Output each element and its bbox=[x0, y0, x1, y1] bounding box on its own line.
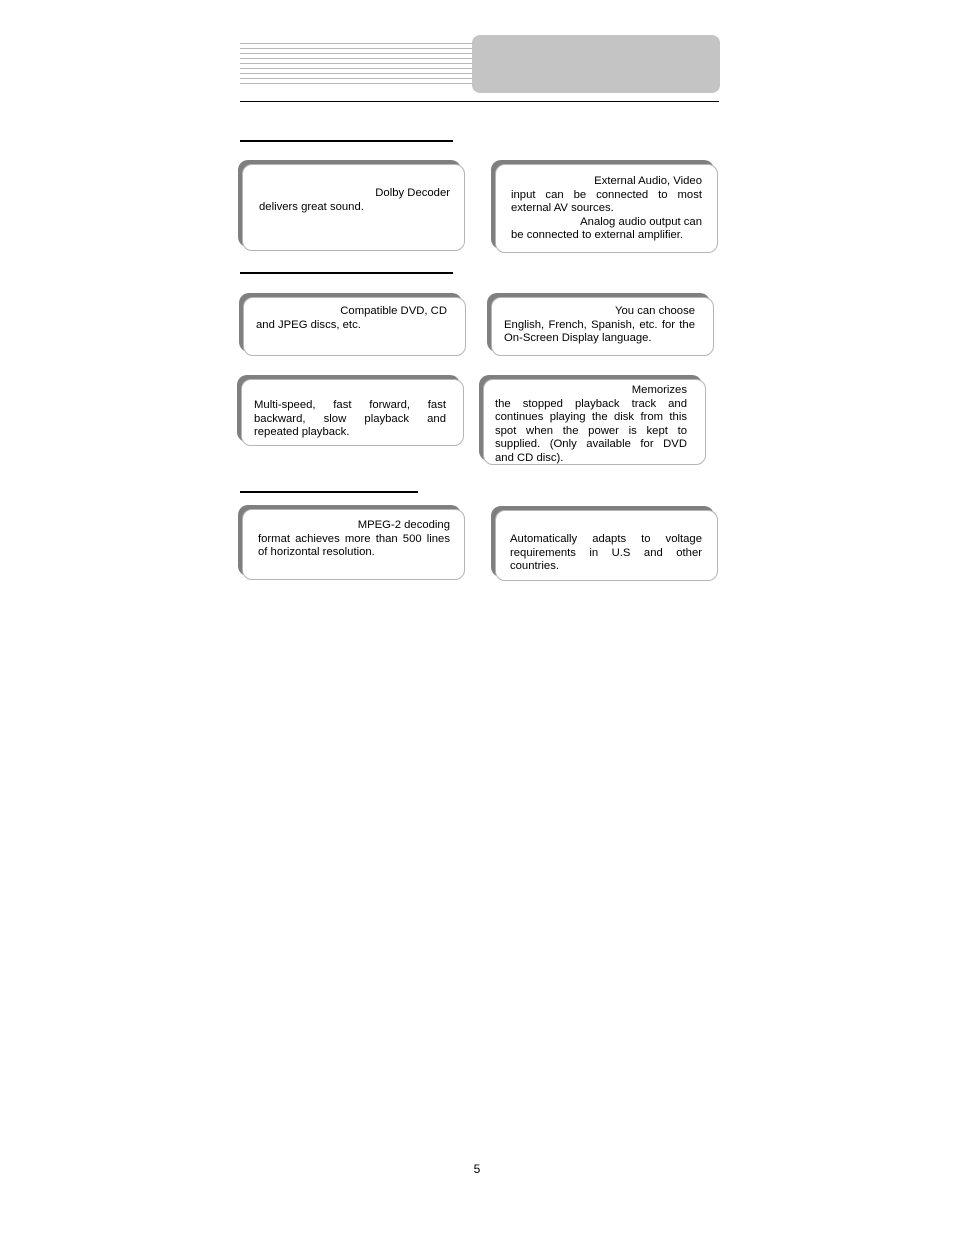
feature-box-multispeed bbox=[241, 379, 464, 446]
feature-box-memory bbox=[483, 379, 706, 465]
memory-text-3: continues playing the disk from this bbox=[495, 411, 687, 423]
multispeed-text-3: repeated playback. bbox=[254, 426, 350, 438]
feature-box-compatible bbox=[243, 297, 466, 356]
header-decorative-lines bbox=[240, 43, 476, 87]
av-io-text-3: external AV sources. bbox=[511, 202, 614, 214]
feature-box-mpeg bbox=[242, 509, 465, 580]
voltage-text-3: countries. bbox=[510, 560, 559, 572]
language-text-3: On-Screen Display language. bbox=[504, 332, 652, 344]
language-text-1: You can choose bbox=[615, 305, 695, 317]
feature-box-language bbox=[491, 297, 714, 356]
mpeg-text-1: MPEG-2 decoding bbox=[357, 519, 450, 531]
memory-text-4: spot when the power is kept to bbox=[495, 424, 687, 437]
memory-text-2: the stopped playback track and bbox=[495, 397, 687, 410]
memory-text-5: supplied. (Only available for DVD bbox=[495, 438, 687, 450]
av-io-text-4: Analog audio output can bbox=[580, 215, 702, 228]
mpeg-text-2: format achieves more than 500 lines bbox=[258, 532, 450, 545]
multispeed-text-1: Multi-speed, fast forward, fast bbox=[254, 399, 446, 411]
dolby-text-2: delivers great sound. bbox=[259, 200, 364, 213]
voltage-text-2: requirements in U.S and other bbox=[510, 546, 702, 559]
memory-text-6: and CD disc). bbox=[495, 451, 564, 464]
page-number: 5 bbox=[473, 1162, 481, 1176]
multispeed-text-2: backward, slow playback and bbox=[254, 412, 446, 425]
header-rule bbox=[240, 101, 719, 102]
feature-box-voltage bbox=[495, 510, 718, 581]
memory-text-1: Memorizes bbox=[631, 384, 687, 396]
mpeg-text-3: of horizontal resolution. bbox=[258, 546, 375, 558]
section-rule-playback bbox=[240, 272, 453, 274]
language-text-2: English, French, Spanish, etc. for the bbox=[504, 318, 695, 331]
feature-box-dolby bbox=[242, 164, 465, 251]
compatible-text-1: Compatible DVD, CD bbox=[340, 305, 447, 317]
section-rule-video bbox=[240, 491, 418, 493]
compatible-text-2: and JPEG discs, etc. bbox=[256, 318, 361, 331]
section-rule-audio bbox=[240, 140, 453, 142]
header-title-tab bbox=[472, 35, 720, 93]
feature-box-av-io bbox=[495, 164, 718, 253]
av-io-text-2: input can be connected to most bbox=[511, 188, 702, 201]
voltage-text-1: Automatically adapts to voltage bbox=[510, 533, 702, 545]
av-io-text-5: be connected to external amplifier. bbox=[511, 229, 684, 241]
dolby-text-1: Dolby Decoder bbox=[375, 187, 450, 199]
av-io-text-1: External Audio, Video bbox=[594, 175, 702, 187]
